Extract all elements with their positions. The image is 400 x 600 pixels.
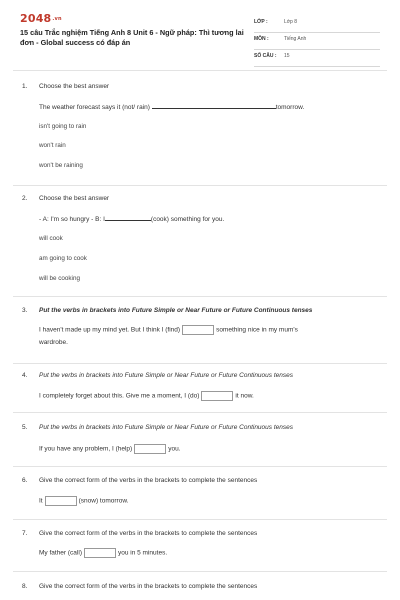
- page-title: 15 câu Trắc nghiệm Tiếng Anh 8 Unit 6 - Ngữ pháp: Thì tương lai đơn - Global success có đáp án: [20, 28, 244, 47]
- meta-row-count: [254, 50, 380, 67]
- answer-input[interactable]: [134, 444, 166, 454]
- question-instruction: Give the correct form of the verbs in the brackets to complete the sentences: [39, 477, 258, 484]
- site-logo[interactable]: [20, 12, 62, 25]
- meta-count-label: SỐ CÂU :: [254, 53, 277, 59]
- question-sentence: [39, 444, 181, 454]
- sentence-before: It: [39, 497, 43, 505]
- answer-option-c[interactable]: won't be raining: [39, 162, 83, 169]
- answer-option-c[interactable]: will be cooking: [39, 275, 80, 282]
- sentence-after: (cook) something for you.: [150, 216, 225, 223]
- sentence-before: The weather forecast says it (not/ rain): [39, 104, 150, 111]
- sentence-before: I haven't made up my mind yet. But I think I (find): [39, 326, 181, 334]
- answer-blank: [105, 214, 151, 221]
- divider: [13, 185, 387, 186]
- question-sentence: [39, 325, 298, 335]
- meta-panel: [254, 16, 380, 67]
- answer-option-b[interactable]: won't rain: [39, 142, 66, 149]
- meta-count-value: 15: [284, 53, 290, 59]
- meta-grade-value: Lớp 8: [284, 19, 298, 25]
- meta-subject-value: Tiếng Anh: [284, 36, 307, 42]
- divider: [13, 519, 387, 520]
- answer-input[interactable]: [84, 548, 116, 558]
- question-instruction: Choose the best answer: [39, 83, 110, 90]
- answer-blank: [152, 102, 276, 109]
- sentence-before: - A: I'm so hungry - B: I: [39, 216, 105, 223]
- meta-row-grade: [254, 16, 380, 33]
- question-instruction: Give the correct form of the verbs in the brackets to complete the sentences: [39, 530, 258, 537]
- sentence-continuation: wardrobe.: [39, 339, 68, 346]
- answer-input[interactable]: [182, 325, 214, 335]
- question-number: 3.: [22, 307, 28, 314]
- question-instruction: Give the correct form of the verbs in the brackets to complete the sentences: [39, 583, 258, 590]
- logo-suffix: .vn: [52, 16, 62, 22]
- answer-option-a[interactable]: isn't going to rain: [39, 123, 87, 130]
- meta-grade-label: LỚP :: [254, 19, 268, 25]
- question-number: 4.: [22, 372, 28, 379]
- sentence-after: tomorrow.: [275, 104, 305, 111]
- answer-input[interactable]: [45, 496, 77, 506]
- question-number: 6.: [22, 477, 28, 484]
- question-number: 1.: [22, 83, 28, 90]
- sentence-after: you in 5 minutes.: [117, 549, 168, 557]
- question-number: 2.: [22, 195, 28, 202]
- divider: [13, 363, 387, 364]
- answer-input[interactable]: [201, 391, 233, 401]
- meta-row-subject: [254, 33, 380, 50]
- question-number: 8.: [22, 583, 28, 590]
- divider: [13, 466, 387, 467]
- sentence-after: it now.: [235, 392, 254, 400]
- question-sentence: [39, 496, 128, 506]
- question-instruction: Put the verbs in brackets into Future Simple or Near Future or Future Continuous tenses: [39, 307, 313, 314]
- divider: [13, 70, 387, 71]
- sentence-before: My father (call): [39, 549, 82, 557]
- divider: [13, 296, 387, 297]
- divider: [13, 412, 387, 413]
- question-sentence: [39, 214, 224, 223]
- answer-option-a[interactable]: will cook: [39, 235, 63, 242]
- logo-text: 2048: [20, 12, 52, 25]
- question-number: 5.: [22, 424, 28, 431]
- question-instruction: Choose the best answer: [39, 195, 110, 202]
- question-instruction: Put the verbs in brackets into Future Simple or Near Future or Future Continuous tenses: [39, 372, 293, 379]
- question-number: 7.: [22, 530, 28, 537]
- page-header: [0, 0, 400, 62]
- question-sentence: [39, 102, 304, 111]
- question-sentence: [39, 391, 254, 401]
- answer-option-b[interactable]: am going to cook: [39, 255, 87, 262]
- sentence-after: you.: [168, 445, 181, 453]
- sentence-before: I completely forget about this. Give me a moment, I (do): [39, 392, 200, 400]
- meta-subject-label: MÔN :: [254, 36, 269, 42]
- question-sentence: [39, 548, 167, 558]
- sentence-after: (snow) tomorrow.: [78, 497, 129, 505]
- sentence-after: something nice in my mum's: [216, 326, 298, 334]
- sentence-before: If you have any problem, I (help): [39, 445, 133, 453]
- divider: [13, 571, 387, 572]
- question-instruction: Put the verbs in brackets into Future Simple or Near Future or Future Continuous tenses: [39, 424, 293, 431]
